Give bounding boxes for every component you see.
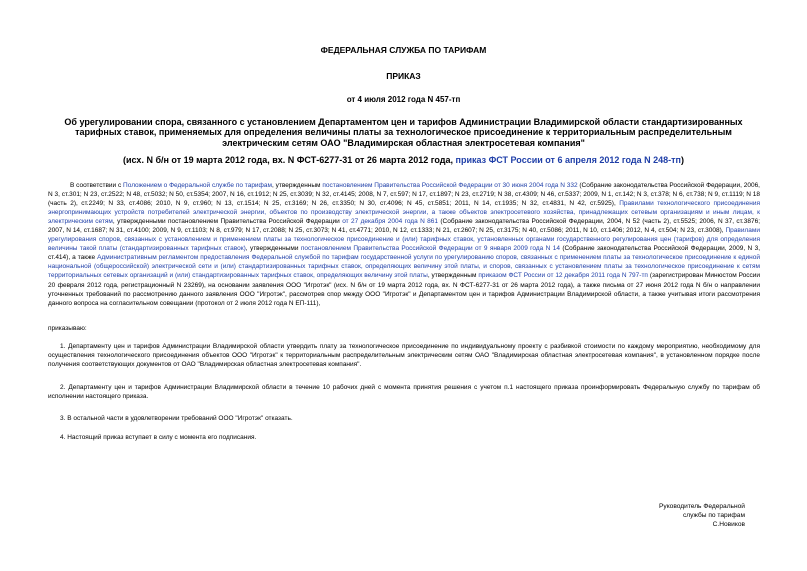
preamble-link[interactable]: постановлением Правительства Российской Федерации от 30 июня 2004 года N 332 [322, 182, 578, 189]
reference-prefix: (исх. N б/н от 19 марта 2012 года, вх. N ФСТ-6277-31 от 26 марта 2012 года, [123, 155, 456, 165]
signature-organization: службы по тарифам [682, 512, 745, 520]
preamble-link[interactable]: приказом ФСТ России от 12 декабря 2011 года N 797-тп [478, 272, 648, 280]
signature-name: С.Новиков [712, 521, 745, 529]
preamble-text: (Собрание законодательства Российской Федерации, 2004, N 52 (часть 2), ст.5525; 2006, N 37, ст.3876; 2007, N 14, ст.1687; N 31, ст.4100; 2009, N 9, ст.1103; N 8, ст.979; N 17, ст.2088; N 25, ст.3073; N 41, ст.4771; 2010, N 12, ст.1333; N 21, ст.2607; N 25, ст.3175; N 40, ст.5086; 2011, N 10, ст.1406; 2012, N 4, ст.504; N 23, ст.3008), [48, 218, 761, 235]
order-item-4: 4. Настоящий приказ вступает в силу с момента его подписания. [60, 434, 257, 441]
signature-block [659, 502, 745, 529]
reference-suffix: ) [680, 155, 684, 165]
preamble-text: (Собрание законодательства Российской Федерации, 2006, N 3, ст.301; N 23, ст.2522; N 48, ст.5032; N 50, ст.5354; 2007, N 16, ст.1912; N 25, ст.3039; N 32, ст.4145; 2008, N 7, ст.597; N 17, ст.1897; N 23, ст.2719; N 38, ст.4309; N 46, ст.5337; 2009, N 1, ст.142; N 3, ст.378; N 6, ст.738; N 9, ст.1119; N 18 (часть 2), ст.2249; N 33, ст.4086; 2010, N 9, ст.960; N 13, ст.1514; N 25, ст.3169; N 26, ст.3350; N 30, ст.4096; N 45, ст.5851; 2011, N 14, ст.1935; N 32, ст.4831, N 42, ст.5925), [48, 182, 760, 208]
preamble-link[interactable]: постановлением Правительства Российской Федерации от 9 января 2009 года N 14 [300, 245, 560, 253]
order-item-1: 1. Департаменту цен и тарифов Администрации Владимирской области утвердить плату за технологическое присоединение по индивидуальному проекту с разбивкой стоимости по каждому мероприятию, необходимому для осуществления технологического присоединения объектов ООО "Игротэк" к территориальным распределительным электрическим сетям ОАО "Владимирская областная электросетевая компания", в установленном порядке после получения соответствующих документов от ОАО "Владимирская областная электросетевая компания". [48, 343, 760, 369]
preamble-text: (зарегистрирован Минюстом России 20 февраля 2012 года, регистрационный N 23269), на основании заявления ООО "Игротэк" (исх. N б/н от 19 марта 2012 года, вх. N ФСТ-6277-31 от 26 марта 2012 года), а также письма от 27 июня 2012 года N б/н о направлении уточненных требований по рассмотрению данного заявления ООО "Игротэк", рассмотрев спор между ООО "Игротэк" и Департаментом цен и тарифов Администрации Владимирской области, а также учитывая итоги рассмотрения данного вопроса на согласительном совещании (протокол от 2 июля 2012 года N ЕП-111), [48, 272, 760, 307]
preamble-link[interactable]: Административным регламентом предоставления Федеральной службой по тарифам государственной услуги по урегулированию споров, связанных с применением платы за технологическое присоединение к единой национальной (общероссийской) электрической сети и (или) стандартизированных тарифных ставок, определяющих величину этой платы, и споров, связанных с установлением платы за технологическое присоединение к сетям территориальных сетевых организаций и (или) стандартизированных тарифных ставок, определяющих величину этой платы [48, 254, 760, 280]
document-title: Об урегулировании спора, связанного с установлением Департаментом цен и тарифов Администрации Владимирской области стандартизированных тарифных ставок, применяемых для определения величины платы за технологическое присоединение к территориальным распределительным электрическим сетям ОАО "Владимирская областная электросетевая компания" [64, 117, 743, 148]
document-type-heading: ПРИКАЗ [386, 71, 421, 81]
document-date: от 4 июля 2012 года N 457-тп [346, 95, 461, 104]
preamble-text: (Собрание законодательства Российской Федерации, 2009, N 3, ст.414), а также [48, 245, 760, 262]
order-item-3: 3. В остальной части в удовлетворении требований ООО "Игротэк" отказать. [60, 415, 293, 422]
order-item-2: 2. Департаменту цен и тарифов Администрации Владимирской области в течение 10 рабочих дней с момента принятия решения с учетом п.1 настоящего приказа проинформировать Федеральную службу по тарифам об исполнении настоящего приказа. [48, 384, 760, 401]
preamble-link[interactable]: Положением о Федеральной службе по тарифам [123, 182, 272, 189]
preamble-link[interactable]: Правилами технологического присоединения энергопринимающих устройств потребителей электрической энергии, объектов по производству электрической энергии, а также объектов электросетевого хозяйства, принадлежащих сетевым организациям и иным лицам, к электрическим сетям [48, 200, 760, 226]
preamble-paragraph [48, 181, 760, 308]
signature-position: Руководитель Федеральной [659, 503, 745, 510]
preamble-text: , утвержденными [245, 245, 301, 253]
preamble-text: , утвержденным [427, 272, 479, 280]
preamble-text: В соответствии с [70, 182, 124, 189]
agency-heading: ФЕДЕРАЛЬНАЯ СЛУЖБА ПО ТАРИФАМ [320, 45, 487, 55]
preamble-text: , утвержденным [272, 182, 323, 189]
preamble-text: , утвержденными постановлением Правительства Российской Федерации [112, 218, 343, 226]
preamble-link[interactable]: Правилами урегулирования споров, связанных с установлением и применением платы за технологическое присоединение и (или) тарифных ставок, установленных органами государственного регулирования цен (тарифов) для определения величины такой платы (стандартизированных тарифных ставок) [48, 227, 760, 253]
ordered-label: приказываю: [48, 325, 87, 332]
reference-link[interactable]: приказ ФСТ России от 6 апреля 2012 года N 248-тп [455, 155, 681, 165]
preamble-link[interactable]: от 27 декабря 2004 года N 861 [342, 218, 438, 226]
document-reference [60, 155, 747, 165]
